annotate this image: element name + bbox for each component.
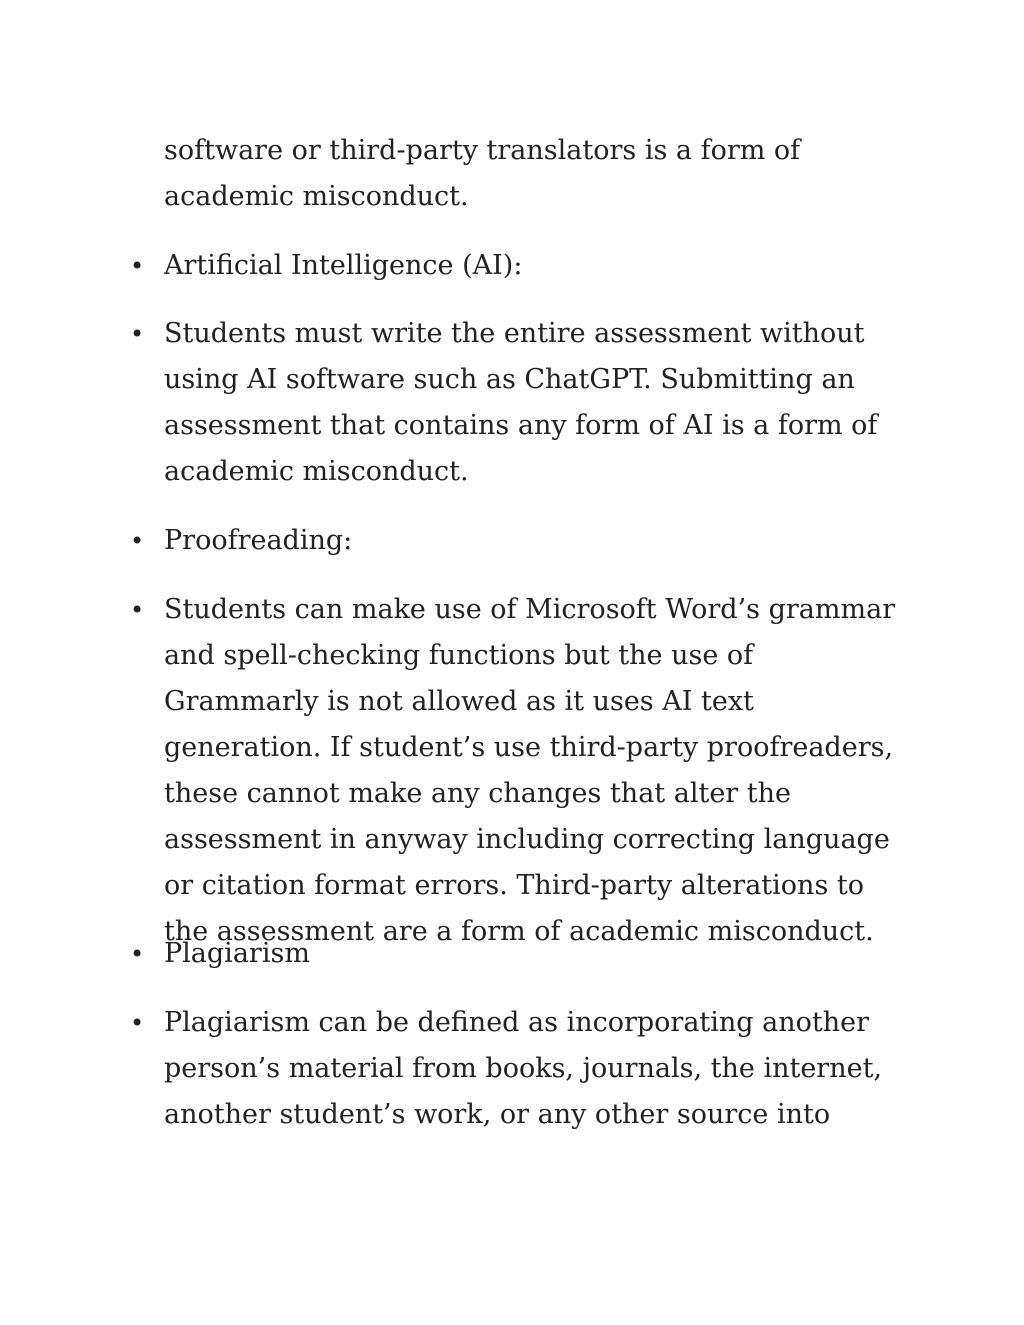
list-item [130,587,904,955]
list-item-text: Artificial Intelligence (AI): [164,250,523,281]
list-item [130,931,904,977]
list-item [130,311,904,495]
list-item-text: Proofreading: [164,525,353,556]
list-item [130,1000,904,1138]
list-item-text: Students can make use of Microsoft Word’s grammar and spell-checking functions but the use of Grammarly is not allowed as it uses AI text generation. If student’s use third-party proofreaders, these cannot make any changes that alter the assessment in anyway including correcting language or citation format errors. Third-party alterations to the assessment are a form of academic misconduct. [164,594,896,947]
bullet-marker: • [130,940,145,968]
list-item-text: Plagiarism can be defined as incorporating another person’s material from books, journals, the internet, another student’s work, or any other source into [164,1007,883,1130]
bullet-marker: • [130,1009,145,1037]
list-item-text: Students must write the entire assessment without using AI software such as ChatGPT. Submitting an assessment that contains any form of AI is a form of academic misconduct. [164,318,878,487]
list-item [130,243,904,289]
bullet-marker: • [130,596,145,624]
bullet-marker: • [130,527,145,555]
list-item [130,518,904,564]
continued-paragraph: software or third-party translators is a form of academic misconduct. [164,135,801,212]
list-item-text: Plagiarism [164,938,310,969]
bullet-marker: • [130,252,145,280]
bullet-marker: • [130,320,145,348]
